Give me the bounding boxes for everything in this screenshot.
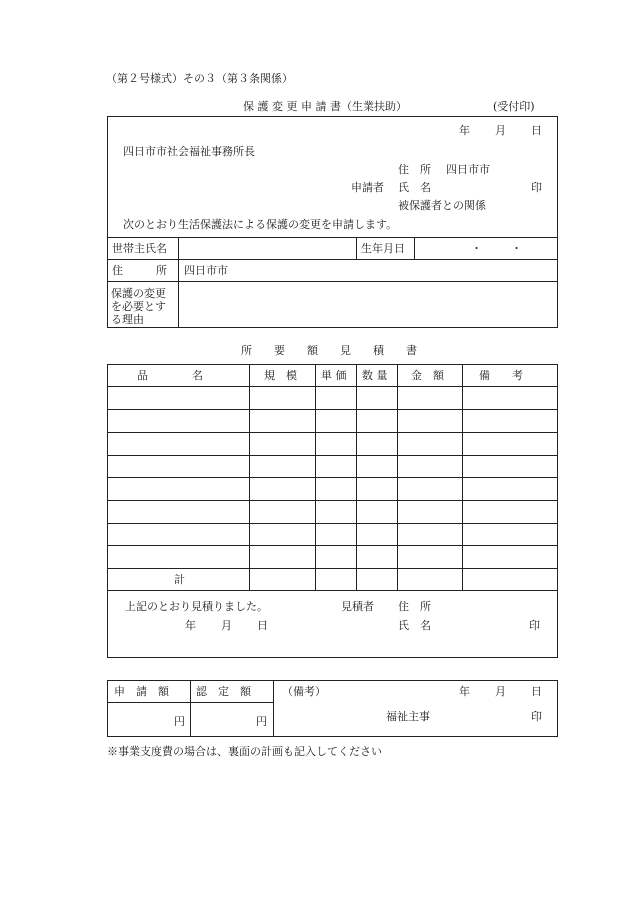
table-row-line (107, 432, 558, 433)
estimate-title: 所 要 額 見 積 書 (241, 344, 417, 357)
table-col-line (249, 364, 250, 590)
birth-date-separator: ・ (471, 242, 482, 255)
requested-amount-label: 申 請 額 (114, 685, 169, 698)
estimator-label: 見積者 (341, 600, 374, 613)
yen-unit: 円 (174, 715, 185, 728)
application-statement: 次のとおり生活保護法による保護の変更を申請します。 (123, 218, 398, 231)
column-header-item: 品 名 (137, 369, 203, 382)
table-col-line (315, 364, 316, 590)
table-row-line (107, 477, 558, 478)
estimate-date-year: 年 (185, 619, 196, 632)
table-row-line (107, 523, 558, 524)
divider (107, 237, 558, 238)
address-row-value: 四日市市 (184, 264, 228, 277)
estimate-date-day: 日 (257, 619, 268, 632)
seal-mark: 印 (531, 181, 542, 194)
table-col-line (462, 364, 463, 590)
relation-label: 被保護者との関係 (398, 199, 486, 212)
applicant-label: 申請者 (351, 181, 384, 194)
table-row-line (107, 409, 558, 410)
addressee: 四日市市社会福祉事務所長 (123, 145, 255, 158)
date-month: 月 (495, 124, 506, 137)
footnote: ※事業支度費の場合は、裏面の計画も記入してください (107, 745, 382, 758)
total-label: 計 (174, 573, 185, 586)
column-header-amount: 金 額 (411, 369, 444, 382)
address-label: 住 所 (398, 163, 431, 176)
estimate-date-month: 月 (221, 619, 232, 632)
name-label: 氏 名 (398, 181, 431, 194)
table-col-line (356, 364, 357, 590)
form-number: （第２号様式）その３（第３条関係） (106, 72, 293, 85)
address-row-label: 住 所 (112, 264, 167, 277)
yen-unit: 円 (256, 715, 267, 728)
divider (190, 680, 191, 736)
divider (178, 237, 179, 327)
estimate-statement: 上記のとおり見積りました。 (125, 600, 268, 613)
form-title: 保 護 変 更 申 請 書（生業扶助） (243, 100, 407, 113)
column-header-quantity: 数 量 (362, 369, 388, 382)
table-row-line (107, 568, 558, 569)
table-row-line (107, 500, 558, 501)
remarks-label: （備考） (282, 685, 326, 698)
birth-date-separator: ・ (511, 242, 522, 255)
date-year: 年 (459, 124, 470, 137)
estimator-seal: 印 (529, 619, 540, 632)
reason-label: 保護の変更 (111, 287, 166, 300)
household-head-label: 世帯主氏名 (112, 242, 167, 255)
table-row-line (107, 590, 558, 591)
table-col-line (397, 364, 398, 590)
divider (273, 680, 274, 736)
table-row-line (107, 386, 558, 387)
column-header-remarks: 備 考 (479, 369, 523, 382)
date-day: 日 (531, 124, 542, 137)
divider (107, 259, 558, 260)
welfare-officer-label: 福祉主事 (386, 710, 430, 723)
address-value: 四日市市 (446, 163, 490, 176)
approved-amount-label: 認 定 額 (196, 685, 251, 698)
office-date-year: 年 (459, 685, 470, 698)
column-header-unit-price: 単 価 (321, 369, 347, 382)
office-date-month: 月 (495, 685, 506, 698)
receipt-stamp-label: (受付印) (493, 100, 535, 113)
divider (107, 281, 558, 282)
estimator-address-label: 住 所 (398, 600, 431, 613)
office-date-day: 日 (531, 685, 542, 698)
officer-seal: 印 (531, 710, 542, 723)
office-use-section (107, 680, 558, 737)
table-row-line (107, 545, 558, 546)
divider (414, 237, 415, 259)
column-header-scale: 規 模 (264, 369, 297, 382)
table-row-line (107, 455, 558, 456)
estimator-name-label: 氏 名 (398, 619, 431, 632)
divider (356, 237, 357, 259)
reason-label: る理由 (111, 313, 144, 326)
reason-label: を必要とす (111, 300, 166, 313)
birth-date-label: 生年月日 (361, 242, 405, 255)
